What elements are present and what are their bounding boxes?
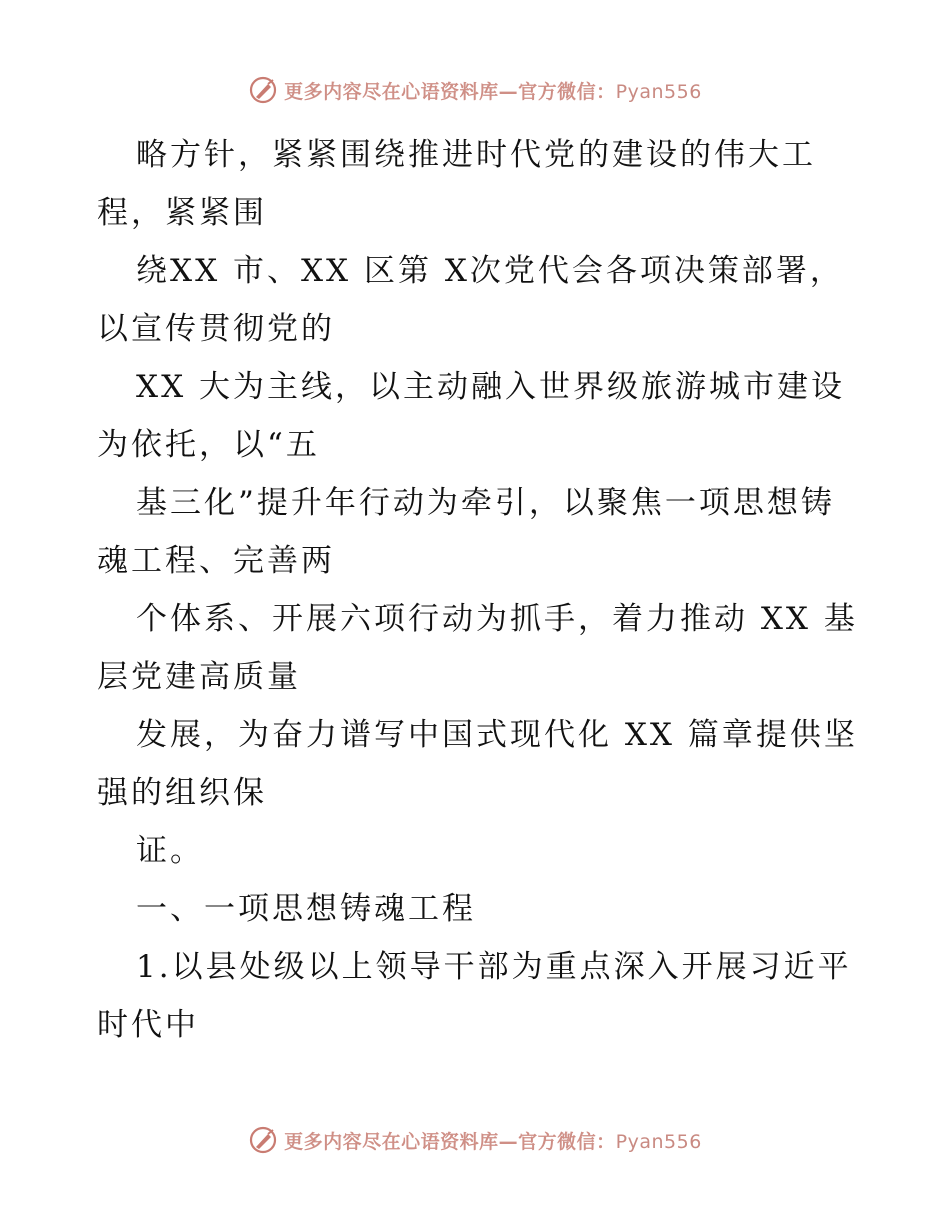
text-line: 为依托，以“五 — [97, 427, 320, 463]
text-line: 绕XX 市、XX 区第 X次党代会各项决策部署， — [136, 253, 844, 289]
document-body — [97, 126, 857, 1054]
text-line: 以宣传贯彻党的 — [97, 311, 335, 347]
footer-watermark — [0, 1120, 950, 1160]
header-watermark — [0, 70, 950, 110]
text-line: 基三化”提升年行动为牵引，以聚焦一项思想铸 — [136, 485, 835, 521]
watermark-text: 更多内容尽在心语资料库—官方微信：Pyan556 — [284, 1130, 702, 1153]
quill-logo-icon — [248, 1125, 278, 1155]
text-line: 发展，为奋力谱写中国式现代化 XX 篇章提供坚 — [136, 717, 858, 753]
text-line: 个体系、开展六项行动为抓手，着力推动 XX 基 — [136, 601, 858, 637]
text-line: 强的组织保 — [97, 775, 267, 811]
text-line: XX 大为主线，以主动融入世界级旅游城市建设 — [136, 369, 845, 405]
text-line: 层党建高质量 — [97, 659, 301, 695]
text-line: 1.以县处级以上领导干部为重点深入开展习近平 — [136, 949, 852, 985]
text-line: 程，紧紧围 — [97, 195, 267, 231]
text-line: 魂工程、完善两 — [97, 543, 335, 579]
watermark-text: 更多内容尽在心语资料库—官方微信：Pyan556 — [284, 80, 702, 103]
text-line: 时代中 — [97, 1007, 199, 1043]
text-line: 一、一项思想铸魂工程 — [136, 891, 476, 927]
quill-logo-icon — [248, 75, 278, 105]
text-line: 证。 — [136, 833, 204, 869]
text-line: 略方针，紧紧围绕推进时代党的建设的伟大工 — [136, 137, 816, 173]
